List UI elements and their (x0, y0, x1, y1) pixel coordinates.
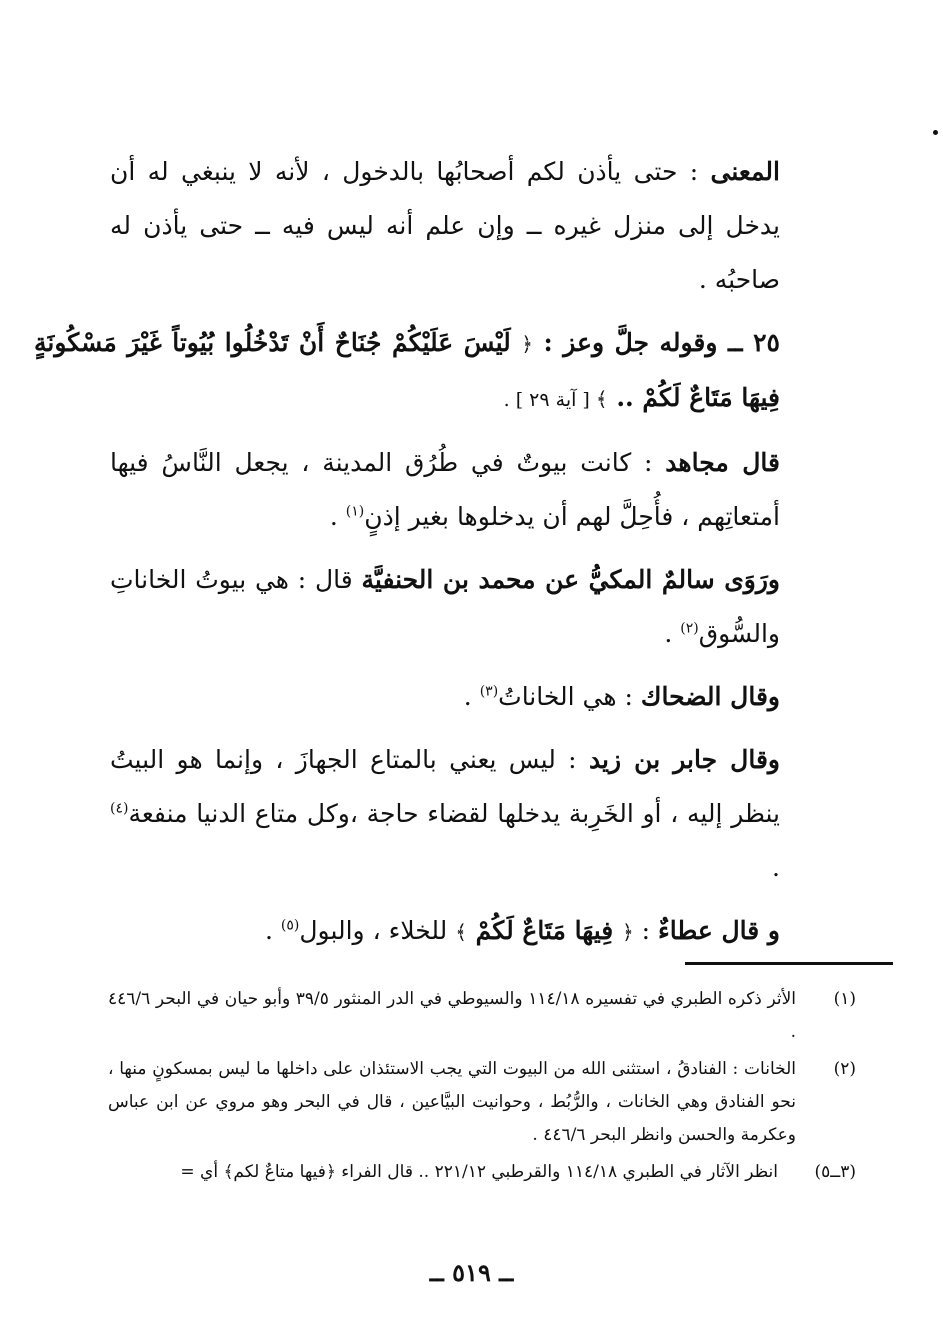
footnote-ref: (٤) (110, 800, 129, 817)
paragraph-mujahid (110, 436, 780, 544)
footnote-text: انظر الآثار في الطبري ١١٤/١٨ والقرطبي ٢٢١/١٢ .. قال الفراء ﴿فيها متاعٌ لكم﴾ أي = (180, 1162, 778, 1182)
paragraph-salim (110, 553, 780, 661)
paragraph-text: : حتى يأذن لكم أصحابُها بالدخول ، لأنه لا ينبغي له أن يدخل إلى منزل غيره ــ وإن علم أنه ليس فيه ــ حتى يأذن له صاحبُه . (110, 157, 780, 294)
quran-bracket-open: ﴿ (521, 332, 533, 356)
paragraph-text: : هي الخاناتُ (498, 682, 641, 711)
margin-mark (933, 130, 938, 135)
footnote-2 (108, 1053, 856, 1152)
quran-bracket-close: ﴾ (455, 920, 467, 944)
paragraph-end: . (772, 853, 780, 882)
paragraph-meaning (110, 145, 780, 307)
paragraph-end: . (329, 502, 346, 531)
page-number: ــ ٥١٩ ــ (429, 1258, 514, 1287)
ayah-reference: [ آية ٢٩ ] . (503, 389, 596, 411)
lead-name: قال مجاهد (665, 448, 780, 477)
footnote-ref: (٥) (280, 917, 300, 934)
footnotes (108, 983, 856, 1193)
lead-name: وقال الضحاك (640, 682, 780, 711)
lead-word: المعنى (710, 157, 780, 186)
footnote-3-5 (108, 1156, 856, 1189)
quran-bracket-open: ﴿ (621, 920, 634, 944)
paragraph-text: : ليس يعني بالمتاع الجهازَ ، وإنما هو البيتُ ينظر إليه ، أو الخَرِبة يدخلها لقضاء حاجة ،وكل متاع الدنيا منفعة (110, 745, 780, 828)
paragraph-ata (110, 904, 780, 959)
paragraph-dahhak (110, 670, 780, 724)
paragraph-text: قال : هي بيوتُ الخاناتِ والسُّوق (110, 565, 780, 648)
footnote-divider (685, 962, 893, 965)
footnote-text: الأثر ذكره الطبري في تفسيره ١١٤/١٨ والسيوطي في الدر المنثور ٣٩/٥ وأبو حيان في البحر ٤٤٦/٦ . (108, 989, 797, 1042)
footnote-number: (٣ــ٥) (814, 1162, 856, 1182)
main-text (34, 145, 780, 968)
lead-name: و قال عطاءٌ (657, 916, 780, 945)
lead-phrase: وقوله جلَّ وعز : (533, 328, 728, 357)
verse-number: ٢٥ ــ (727, 328, 780, 357)
quran-quote: فِيهَا مَتَاعٌ لَكُمْ (466, 916, 622, 945)
footnote-1 (108, 983, 856, 1049)
lead-name: ورَوَى سالمٌ المكيُّ عن محمد بن الحنفيَّة (361, 565, 780, 594)
footnote-ref: (٣) (479, 683, 499, 700)
paragraph-jabir (110, 733, 780, 895)
paragraph-end: . (264, 916, 281, 945)
lead-name: وقال جابر بن زيد (588, 745, 780, 774)
paragraph-text: للخلاء ، والبول (299, 916, 456, 945)
footnote-ref: (٢) (680, 620, 699, 637)
paragraph-end: . (664, 619, 681, 648)
paragraph-text: : كانت بيوتٌ في طُرُق المدينة ، يجعل النَّاسُ فيها أمتعاتِهم ، فأُحِلَّ لهم أن يدخلوها بغير إذنٍ (110, 448, 780, 531)
footnote-number: (٢) (833, 1059, 856, 1079)
quran-bracket-close: ﴾ (595, 387, 608, 411)
footnote-text: الخانات : الفنادقُ ، استثنى الله من البيوت التي يجب الاستئذان على داخلها ما ليس بمسكونٍ منها ، نحو الفنادق وهي الخانات ، والرُّبُط ، وحوانيت البيَّاعين ، قال في البحر وهو مروي عن ابن عباس وعكرمة والحسن وانظر البحر ٤٤٦/٦ . (108, 1059, 796, 1145)
paragraph-verse-25 (34, 316, 780, 427)
paragraph-separator: : (633, 916, 658, 945)
footnote-ref: (١) (345, 503, 365, 520)
footnote-number: (١) (833, 989, 856, 1009)
quran-quote: لَيْسَ عَلَيْكُمْ جُنَاحٌ أَنْ تَدْخُلُوا بُيُوتاً غَيْرَ مَسْكُونَةٍ فِيهَا مَتَاعٌ لَكُمْ .. (34, 328, 780, 412)
paragraph-end: . (463, 682, 480, 711)
